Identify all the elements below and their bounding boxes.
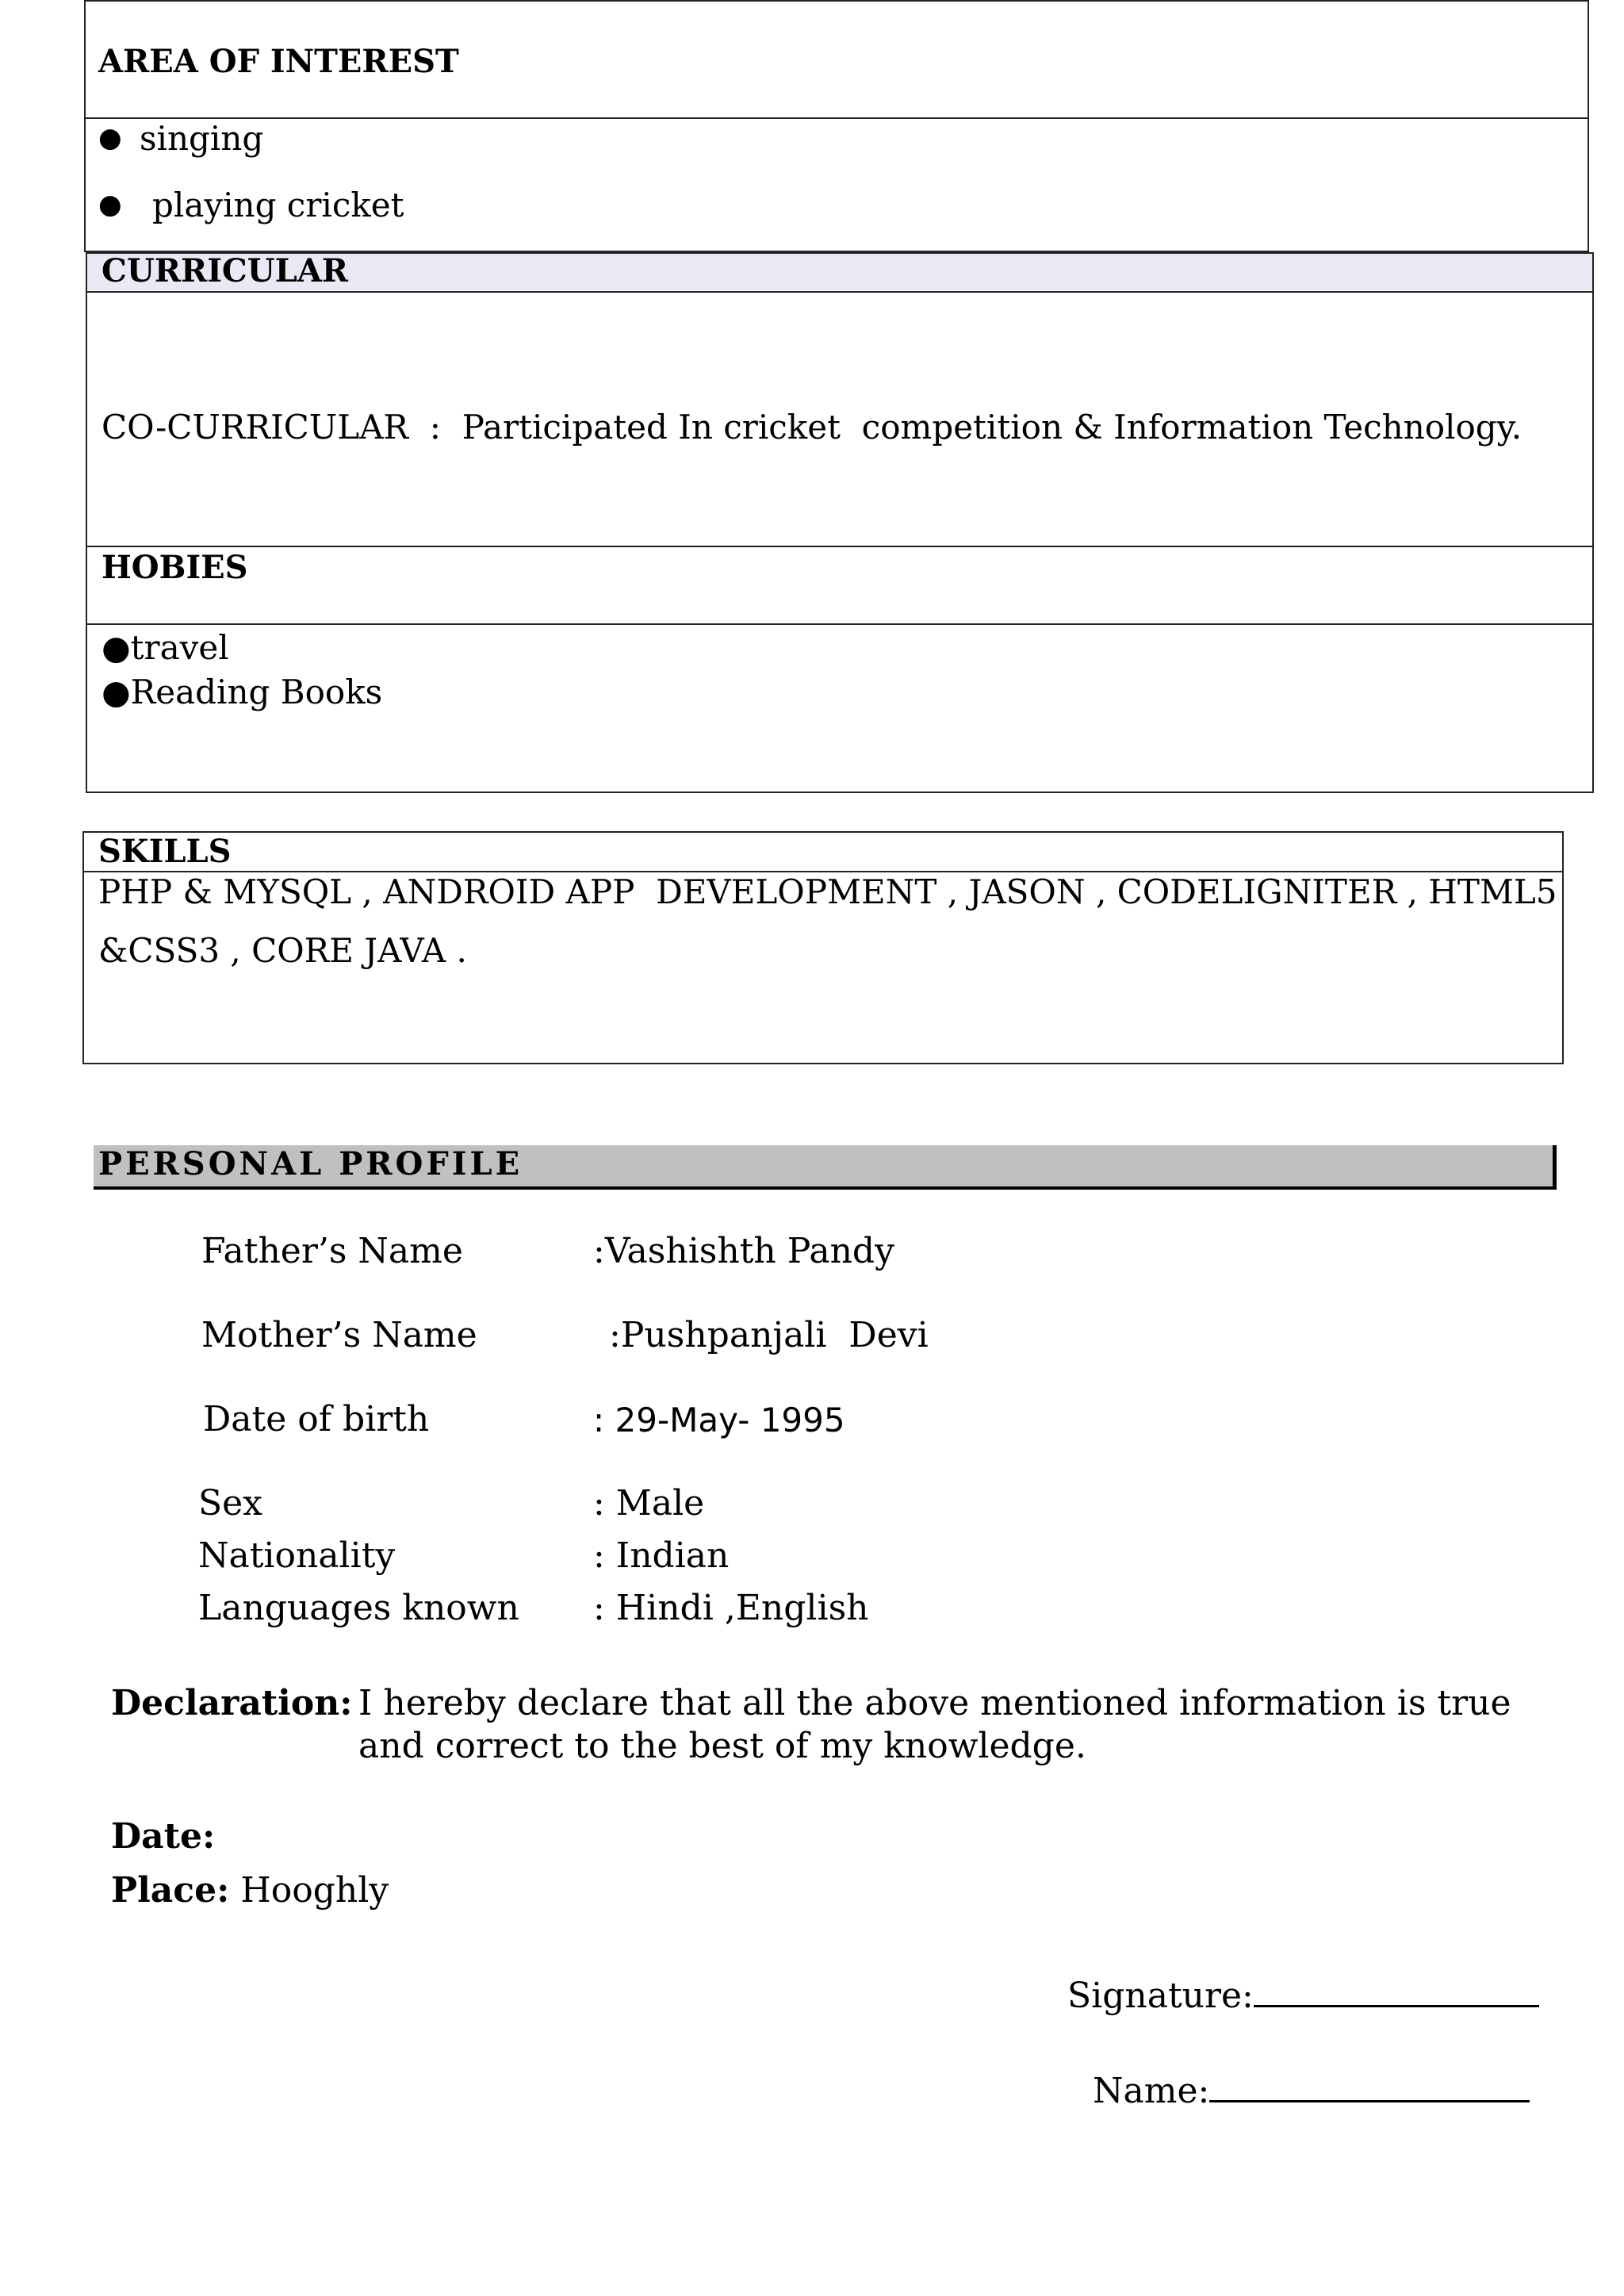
interest-item-bullet: ● <box>98 189 122 220</box>
profile-value-dob: : 29-May- 1995 <box>593 1401 845 1439</box>
curricular-box <box>86 252 1594 547</box>
co-curricular-text: CO-CURRICULAR : Participated In cricket competition & Information Technology. <box>102 408 1522 447</box>
signature-label: Signature: <box>1067 1976 1254 2016</box>
curricular-divider <box>86 291 1594 293</box>
declaration-label: Declaration: <box>111 1683 353 1723</box>
skills-line-2: &CSS3 , CORE JAVA . <box>98 931 467 970</box>
hobies-divider <box>86 623 1594 625</box>
declaration-line-1: I hereby declare that all the above mentioned information is true <box>358 1683 1511 1723</box>
profile-value-nationality: : Indian <box>593 1535 730 1576</box>
area-of-interest-divider <box>84 117 1589 119</box>
hobby-item-reading: ●Reading Books <box>102 673 383 711</box>
profile-label-languages: Languages known <box>198 1588 519 1628</box>
interest-item-singing: singing <box>140 119 264 158</box>
profile-value-sex: : Male <box>593 1483 705 1524</box>
declaration-line-2: and correct to the best of my knowledge. <box>358 1726 1086 1766</box>
name-line <box>1093 2068 1530 2111</box>
interest-item-cricket: playing cricket <box>152 186 404 224</box>
profile-label-father: Father’s Name <box>201 1231 463 1271</box>
place-label: Place: <box>111 1870 230 1911</box>
profile-label-sex: Sex <box>198 1483 262 1524</box>
name-blank <box>1209 2068 1530 2102</box>
hobby-item-travel: ●travel <box>102 628 229 667</box>
area-of-interest-heading: AREA OF INTEREST <box>98 43 459 80</box>
place-value: Hooghly <box>240 1870 389 1911</box>
profile-value-father: :Vashishth Pandy <box>593 1231 894 1271</box>
skills-heading: SKILLS <box>98 833 232 870</box>
profile-value-mother: :Pushpanjali Devi <box>609 1315 929 1355</box>
signature-blank <box>1254 1973 1539 2007</box>
curricular-heading: CURRICULAR <box>102 252 349 289</box>
name-label: Name: <box>1093 2071 1210 2111</box>
hobies-heading: HOBIES <box>102 549 248 586</box>
date-label: Date: <box>111 1816 216 1857</box>
skills-line-1: PHP & MYSQL , ANDROID APP DEVELOPMENT , JASON , CODELIGNITER , HTML5 <box>98 872 1557 911</box>
profile-value-languages: : Hindi ,English <box>593 1588 869 1628</box>
interest-item-bullet: ● <box>98 122 122 154</box>
personal-profile-heading: PERSONAL PROFILE <box>98 1145 523 1182</box>
profile-label-dob: Date of birth <box>203 1399 430 1439</box>
hobies-box <box>86 546 1594 793</box>
signature-line <box>1067 1973 1539 2016</box>
place-line <box>111 1870 389 1911</box>
profile-label-mother: Mother’s Name <box>201 1315 477 1355</box>
profile-label-nationality: Nationality <box>198 1535 396 1576</box>
